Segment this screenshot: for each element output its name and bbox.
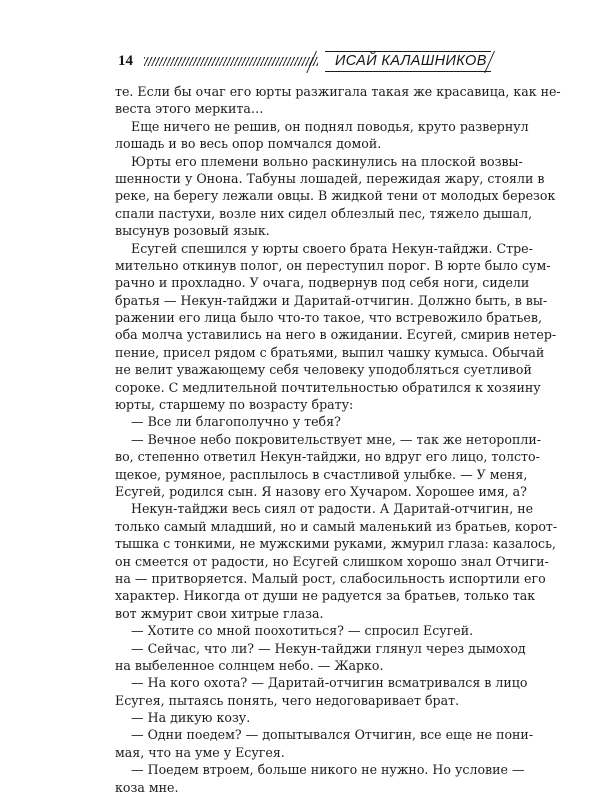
text-line: вот жмурит свои хитрые глаза. xyxy=(115,605,324,621)
text-line: Еще ничего не решив, он поднял поводья, круто развернул xyxy=(131,118,529,134)
text-line: мительно откинув полог, он переступил порог. В юрте было сум- xyxy=(115,257,551,273)
text-line: Юрты его племени вольно раскинулись на плоской возвы- xyxy=(131,153,523,169)
text-line: на — притворяется. Малый рост, слабосильность испортили его xyxy=(115,570,546,586)
text-line: лошадь и во весь опор помчался домой. xyxy=(115,136,382,152)
text-line: характер. Никогда от души не радуется за братьев, только так xyxy=(115,588,536,604)
text-line: — Одни поедем? — допытывался Отчигин, все еще не пони- xyxy=(131,727,534,743)
author-name: ИСАЙ КАЛАШНИКОВ xyxy=(335,53,487,69)
text-line: во, степенно ответил Некун-тайджи, но вдруг его лицо, толсто- xyxy=(115,449,540,465)
text-line: пение, присел рядом с братьями, выпил чашку кумыса. Обычай xyxy=(115,344,545,360)
text-line: Есугей спешился у юрты своего брата Некун-тайджи. Стре- xyxy=(131,240,533,256)
text-line: — На дикую козу. xyxy=(131,710,251,726)
text-line: шенности у Онона. Табуны лошадей, пережидая жару, стояли в xyxy=(115,170,545,186)
header-hatch-ornament xyxy=(144,57,318,66)
text-line: Есугей, родился сын. Я назову его Хучаром. Хорошее имя, а? xyxy=(115,483,527,499)
text-line: мая, что на уме у Есугея. xyxy=(115,744,285,760)
text-line: — На кого охота? — Даритай-отчигин всматривался в лицо xyxy=(131,675,528,691)
text-line: те. Если бы очаг его юрты разжигала такая же красавица, как не- xyxy=(115,84,561,99)
text-line: высунув розовый язык. xyxy=(115,223,270,239)
body-text xyxy=(115,83,561,796)
text-line: щекое, румяное, расплылось в счастливой улыбке. — У меня, xyxy=(115,466,528,482)
page-number: 14 xyxy=(118,53,133,69)
text-line: не велит уважающему себя человеку уподобляться суетливой xyxy=(115,362,532,378)
text-line: — Все ли благополучно у тебя? xyxy=(131,414,341,430)
text-line: — Хотите со мной поохотиться? — спросил Есугей. xyxy=(131,623,474,639)
text-line: сороке. С медлительной почтительностью обратился к хозяину xyxy=(115,379,541,395)
text-line: — Сейчас, что ли? — Некун-тайджи глянул через дымоход xyxy=(131,640,526,656)
text-line: Некун-тайджи весь сиял от радости. А Даритай-отчигин, не xyxy=(131,501,534,517)
text-line: на выбеленное солнцем небо. — Жарко. xyxy=(115,657,384,673)
running-header xyxy=(118,51,488,73)
text-line: юрты, старшему по возрасту брату: xyxy=(115,397,354,413)
text-line: ражении его лица было что-то такое, что встревожило братьев, xyxy=(115,310,542,326)
text-line: братья — Некун-тайджи и Даритай-отчигин. Должно быть, в вы- xyxy=(115,292,548,308)
text-line: — Вечное небо покровительствует мне, — так же неторопли- xyxy=(131,431,541,447)
text-line: оба молча уставились на него в ожидании. Есугей, смирив нетер- xyxy=(115,327,557,343)
text-line: рачно и прохладно. У очага, подвернув под себя ноги, сидели xyxy=(115,275,530,291)
author-frame xyxy=(325,51,491,72)
text-line: он смеется от радости, но Есугей слишком хорошо знал Отчиги- xyxy=(115,553,549,569)
text-line: реке, на берегу лежали овцы. В жидкой тени от молодых березок xyxy=(115,188,556,204)
text-line: тышка с тонкими, не мужскими руками, жмурил глаза: казалось, xyxy=(115,536,556,552)
text-line: веста этого меркита… xyxy=(115,101,264,117)
text-line: коза мне. xyxy=(115,779,179,795)
text-line: только самый младший, но и самый маленький из братьев, корот- xyxy=(115,518,558,534)
text-line: спали пастухи, возле них сидел облезлый пес, тяжело дышал, xyxy=(115,205,533,221)
text-line: — Поедем втроем, больше никого не нужно. Но условие — xyxy=(131,762,525,778)
text-line: Есугея, пытаясь понять, чего недоговаривает брат. xyxy=(115,692,460,708)
